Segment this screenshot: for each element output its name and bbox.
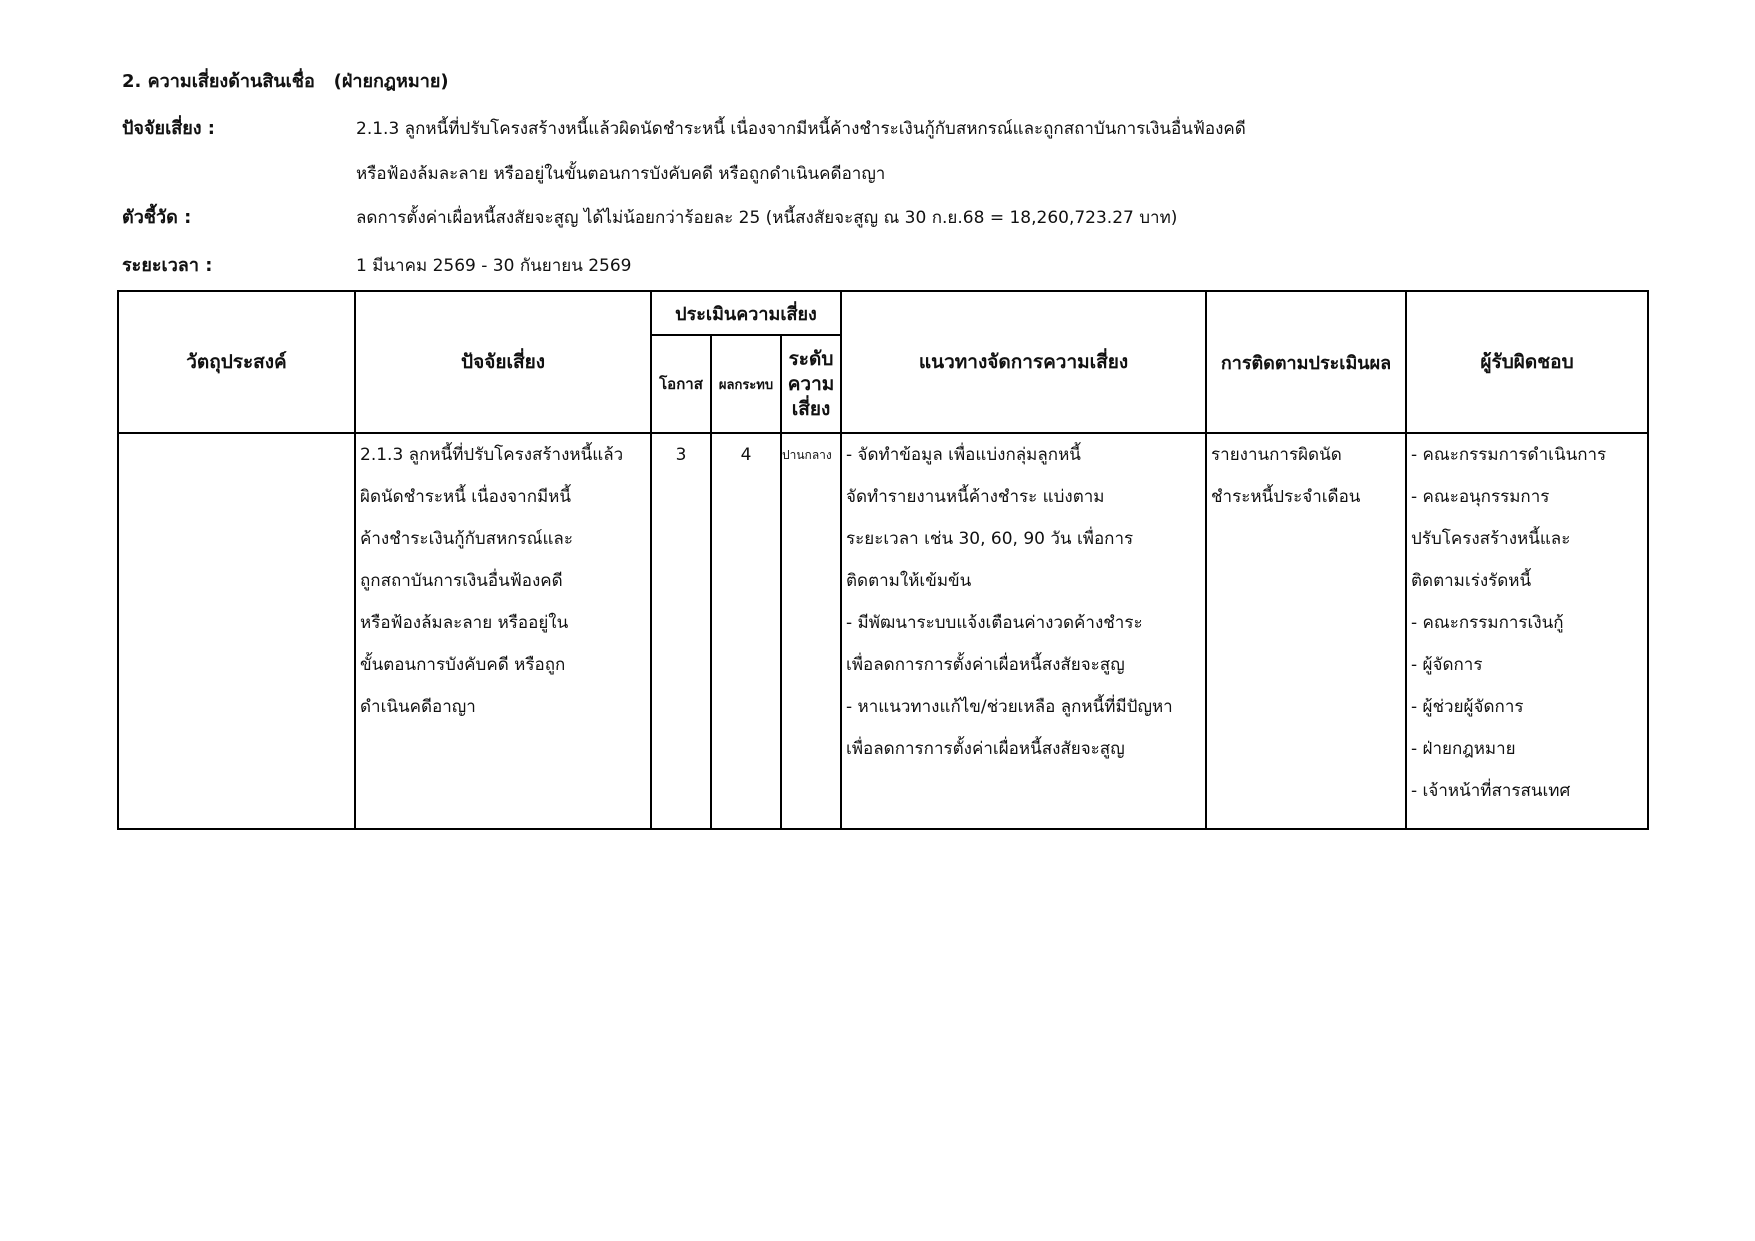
period-value: 1 มีนาคม 2569 - 30 กันยายน 2569 bbox=[356, 256, 632, 276]
risk-factor-line: ถูกสถาบันการเงินอื่นฟ้องคดี bbox=[360, 571, 563, 591]
cell-responsible bbox=[1406, 433, 1648, 829]
risk-factor-line-2: หรือฟ้องล้มละลาย หรืออยู่ในขั้นตอนการบังคับคดี หรือถูกดำเนินคดีอาญา bbox=[356, 164, 886, 184]
approach-line: เพื่อลดการการตั้งค่าเผื่อหนี้สงสัยจะสูญ bbox=[846, 655, 1125, 675]
header-risk-factor: ปัจจัยเสี่ยง bbox=[355, 291, 651, 433]
responsible-line: - คณะกรรมการเงินกู้ bbox=[1411, 613, 1564, 633]
risk-factor-lines bbox=[356, 434, 650, 728]
header-objective: วัตถุประสงค์ bbox=[118, 291, 355, 433]
header-monitoring: การติดตามประเมินผล bbox=[1206, 291, 1406, 433]
responsible-line: - คณะอนุกรรมการ bbox=[1411, 487, 1550, 507]
section-title-text: 2. ความเสี่ยงด้านสินเชื่อ bbox=[122, 71, 315, 92]
period-label: ระยะเวลา : bbox=[122, 255, 213, 276]
section-dept: (ฝ่ายกฎหมาย) bbox=[333, 71, 449, 92]
monitoring-line: ชำระหนี้ประจำเดือน bbox=[1211, 487, 1361, 507]
cell-risk-factor bbox=[355, 433, 651, 829]
cell-monitoring bbox=[1206, 433, 1406, 829]
section-title bbox=[122, 70, 449, 94]
approach-line: - หาแนวทางแก้ไข/ช่วยเหลือ ลูกหนี้ที่มีปัญหา bbox=[846, 697, 1173, 717]
header-level bbox=[781, 335, 841, 433]
header-likelihood: โอกาส bbox=[651, 335, 711, 433]
approach-line: - มีพัฒนาระบบแจ้งเตือนค่างวดค้างชำระ bbox=[846, 613, 1143, 633]
approach-line: ระยะเวลา เช่น 30, 60, 90 วัน เพื่อการ bbox=[846, 529, 1134, 549]
risk-factor-line: ผิดนัดชำระหนี้ เนื่องจากมีหนี้ bbox=[360, 487, 572, 507]
risk-factor-line: ขั้นตอนการบังคับคดี หรือถูก bbox=[360, 655, 566, 675]
cell-impact: 4 bbox=[711, 433, 781, 829]
approach-line: - จัดทำข้อมูล เพื่อแบ่งกลุ่มลูกหนี้ bbox=[846, 445, 1081, 465]
header-level-3: เสี่ยง bbox=[791, 397, 831, 420]
cell-level: ปานกลาง bbox=[781, 433, 841, 829]
header-level-2: ความ bbox=[787, 372, 835, 395]
risk-factor-label: ปัจจัยเสี่ยง : bbox=[122, 118, 216, 139]
header-responsible: ผู้รับผิดชอบ bbox=[1406, 291, 1648, 433]
risk-factor-line: ค้างชำระเงินกู้กับสหกรณ์และ bbox=[360, 529, 573, 549]
responsible-line: ปรับโครงสร้างหนี้และ bbox=[1411, 529, 1571, 549]
header-approach: แนวทางจัดการความเสี่ยง bbox=[841, 291, 1206, 433]
responsible-line: - คณะกรรมการดำเนินการ bbox=[1411, 445, 1607, 465]
risk-factor-line: ดำเนินคดีอาญา bbox=[360, 697, 476, 717]
risk-table bbox=[117, 290, 1649, 830]
cell-approach bbox=[841, 433, 1206, 829]
header-assessment: ประเมินความเสี่ยง bbox=[651, 291, 841, 335]
responsible-lines bbox=[1407, 434, 1647, 812]
table-row bbox=[118, 433, 1648, 829]
indicator-label: ตัวชี้วัด : bbox=[122, 207, 192, 228]
risk-factor-line-1: 2.1.3 ลูกหนี้ที่ปรับโครงสร้างหนี้แล้วผิดนัดชำระหนี้ เนื่องจากมีหนี้ค้างชำระเงินกู้กับสหกรณ์และถูกสถาบันการเงินอื่นฟ้องคดี bbox=[356, 119, 1246, 139]
monitoring-lines bbox=[1207, 434, 1405, 518]
approach-line: จัดทำรายงานหนี้ค้างชำระ แบ่งตาม bbox=[846, 487, 1105, 507]
header-level-1: ระดับ bbox=[788, 347, 834, 370]
header-impact: ผลกระทบ bbox=[711, 335, 781, 433]
responsible-line: - เจ้าหน้าที่สารสนเทศ bbox=[1411, 781, 1571, 801]
responsible-line: - ผู้ช่วยผู้จัดการ bbox=[1411, 697, 1524, 717]
indicator-value: ลดการตั้งค่าเผื่อหนี้สงสัยจะสูญ ได้ไม่น้อยกว่าร้อยละ 25 (หนี้สงสัยจะสูญ ณ 30 ก.ย.68 = 18,260,723.27 บาท) bbox=[356, 208, 1178, 228]
risk-factor-line: 2.1.3 ลูกหนี้ที่ปรับโครงสร้างหนี้แล้ว bbox=[360, 445, 624, 465]
responsible-line: - ผู้จัดการ bbox=[1411, 655, 1483, 675]
responsible-line: ติดตามเร่งรัดหนี้ bbox=[1411, 571, 1532, 591]
risk-factor-line: หรือฟ้องล้มละลาย หรืออยู่ใน bbox=[360, 613, 569, 633]
approach-line: ติดตามให้เข้มข้น bbox=[846, 571, 972, 591]
responsible-line: - ฝ่ายกฎหมาย bbox=[1411, 739, 1516, 759]
cell-likelihood: 3 bbox=[651, 433, 711, 829]
approach-lines bbox=[842, 434, 1205, 770]
approach-line: เพื่อลดการการตั้งค่าเผื่อหนี้สงสัยจะสูญ bbox=[846, 739, 1125, 759]
monitoring-line: รายงานการผิดนัด bbox=[1211, 445, 1342, 465]
cell-objective bbox=[118, 433, 355, 829]
